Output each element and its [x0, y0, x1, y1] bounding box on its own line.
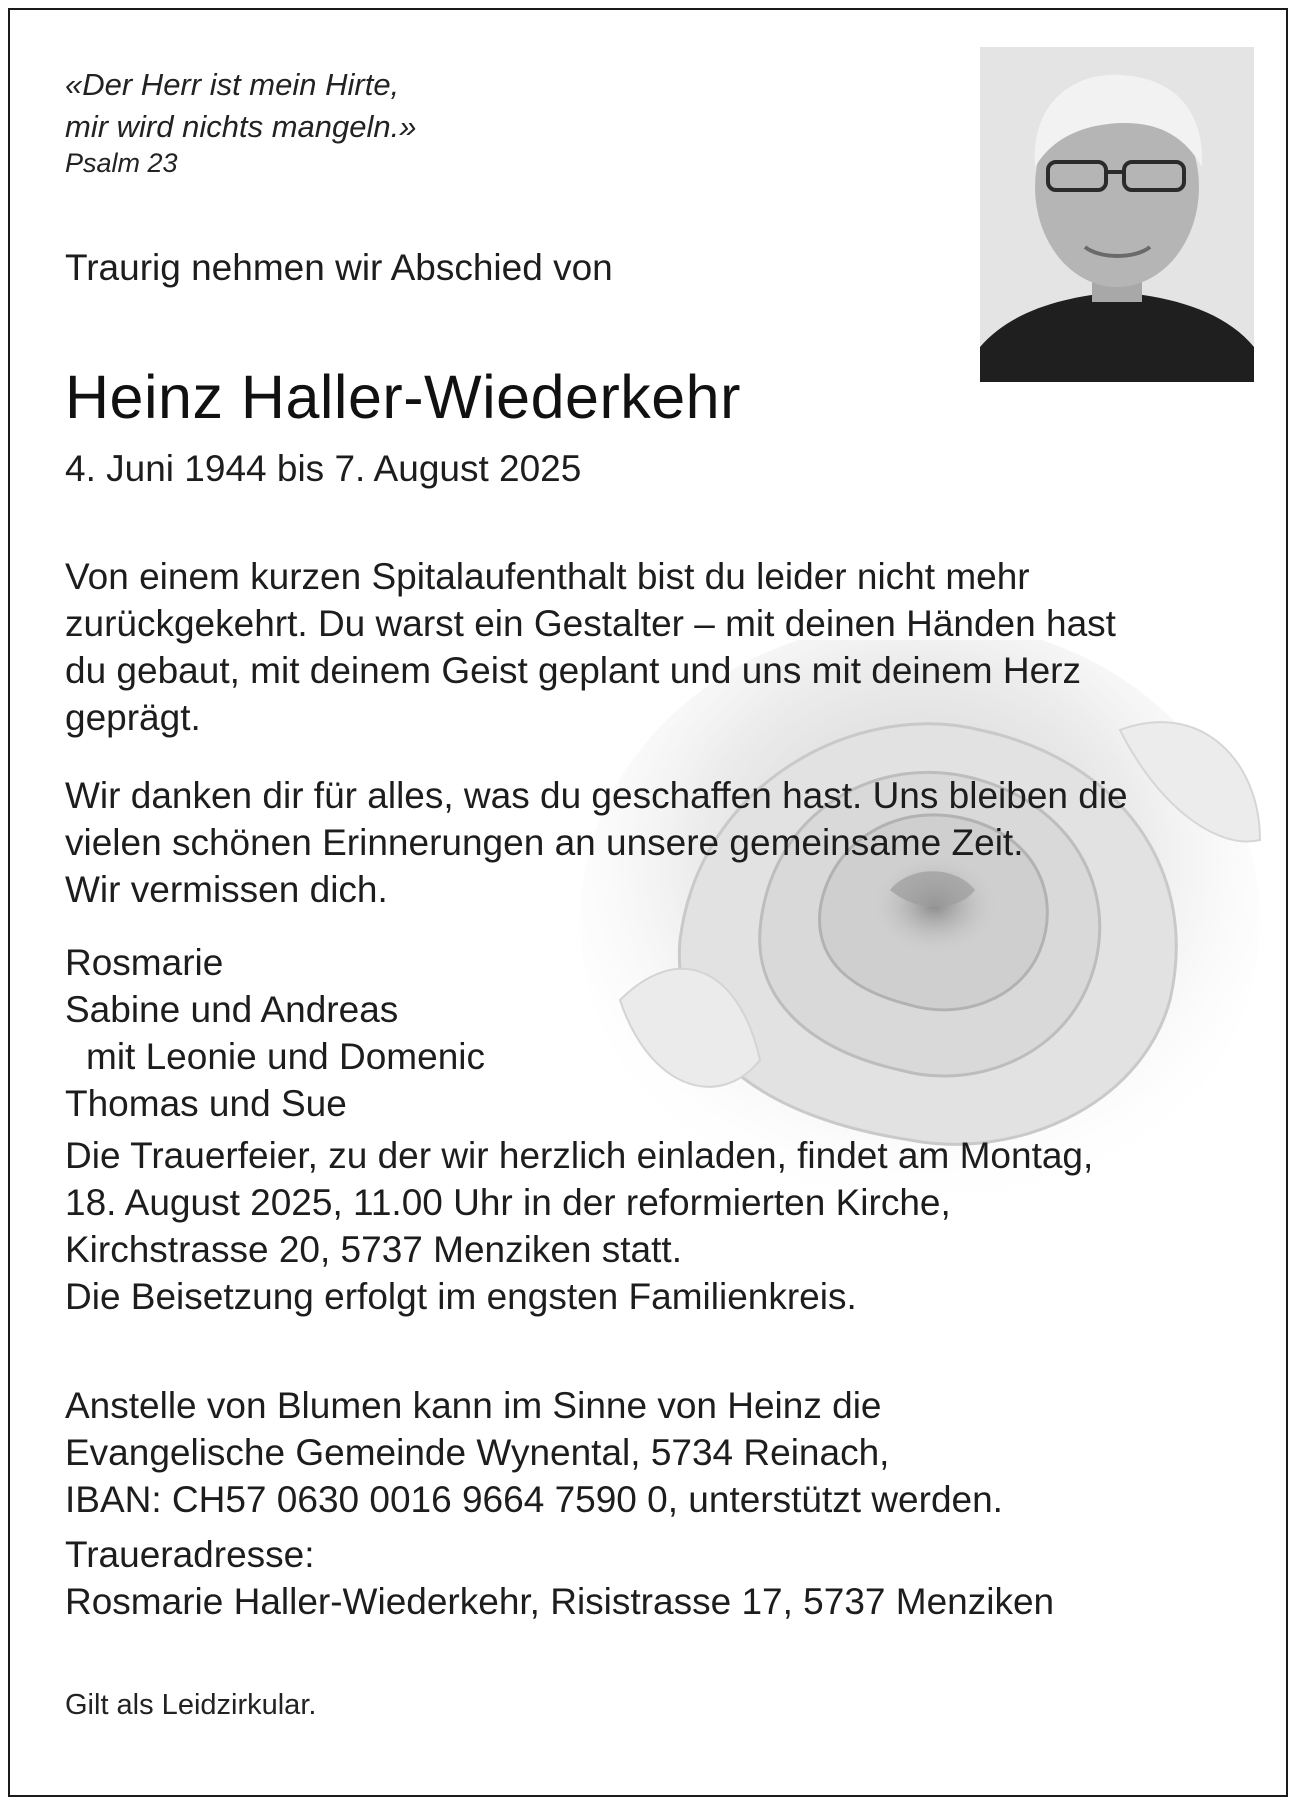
address-label: Traueradresse: [65, 1534, 315, 1575]
address-value: Rosmarie Haller-Wiederkehr, Risistrasse 17, 5737 Menziken [65, 1581, 1055, 1622]
text-line: Evangelische Gemeinde Wynental, 5734 Reinach, [65, 1432, 890, 1473]
tribute-paragraph [65, 553, 1116, 741]
family-member: Rosmarie [65, 942, 224, 983]
quote-line: «Der Herr ist mein Hirte, [65, 67, 400, 102]
circular-note: Gilt als Leidzirkular. [65, 1689, 317, 1721]
text-line: Von einem kurzen Spitalaufenthalt bist du leider nicht mehr [65, 556, 1030, 597]
intro-text: Traurig nehmen wir Abschied von [65, 247, 613, 288]
family-list [65, 939, 485, 1127]
bible-quote [65, 64, 416, 148]
text-line: Die Trauerfeier, zu der wir herzlich einladen, findet am Montag, [65, 1135, 1094, 1176]
text-line: Anstelle von Blumen kann im Sinne von Heinz die [65, 1385, 882, 1426]
donation-paragraph [65, 1382, 1003, 1523]
mourning-address [65, 1531, 1054, 1625]
text-line: IBAN: CH57 0630 0016 9664 7590 0, unterstützt werden. [65, 1479, 1003, 1520]
text-line: du gebaut, mit deinem Geist geplant und uns mit deinem Herz [65, 650, 1082, 691]
quote-source: Psalm 23 [65, 148, 178, 178]
deceased-name: Heinz Haller-Wiederkehr [65, 363, 741, 431]
text-line: Wir danken dir für alles, was du geschaffen hast. Uns bleiben die [65, 775, 1128, 816]
text-line: geprägt. [65, 697, 201, 738]
text-line: zurückgekehrt. Du warst ein Gestalter – mit deinen Händen hast [65, 603, 1116, 644]
text-line: Die Beisetzung erfolgt im engsten Familienkreis. [65, 1276, 857, 1317]
text-line: vielen schönen Erinnerungen an unsere gemeinsame Zeit. [65, 822, 1024, 863]
thanks-paragraph [65, 772, 1128, 913]
text-line: Wir vermissen dich. [65, 869, 388, 910]
quote-line: mir wird nichts mangeln.» [65, 109, 417, 144]
family-member: mit Leonie und Domenic [86, 1036, 485, 1077]
ceremony-paragraph [65, 1132, 1093, 1320]
family-member: Thomas und Sue [65, 1083, 347, 1124]
family-member: Sabine und Andreas [65, 989, 399, 1030]
text-line: 18. August 2025, 11.00 Uhr in der reformierten Kirche, [65, 1182, 951, 1223]
text-line: Kirchstrasse 20, 5737 Menziken statt. [65, 1229, 682, 1270]
portrait-photo [980, 47, 1254, 382]
life-dates: 4. Juni 1944 bis 7. August 2025 [65, 448, 582, 489]
